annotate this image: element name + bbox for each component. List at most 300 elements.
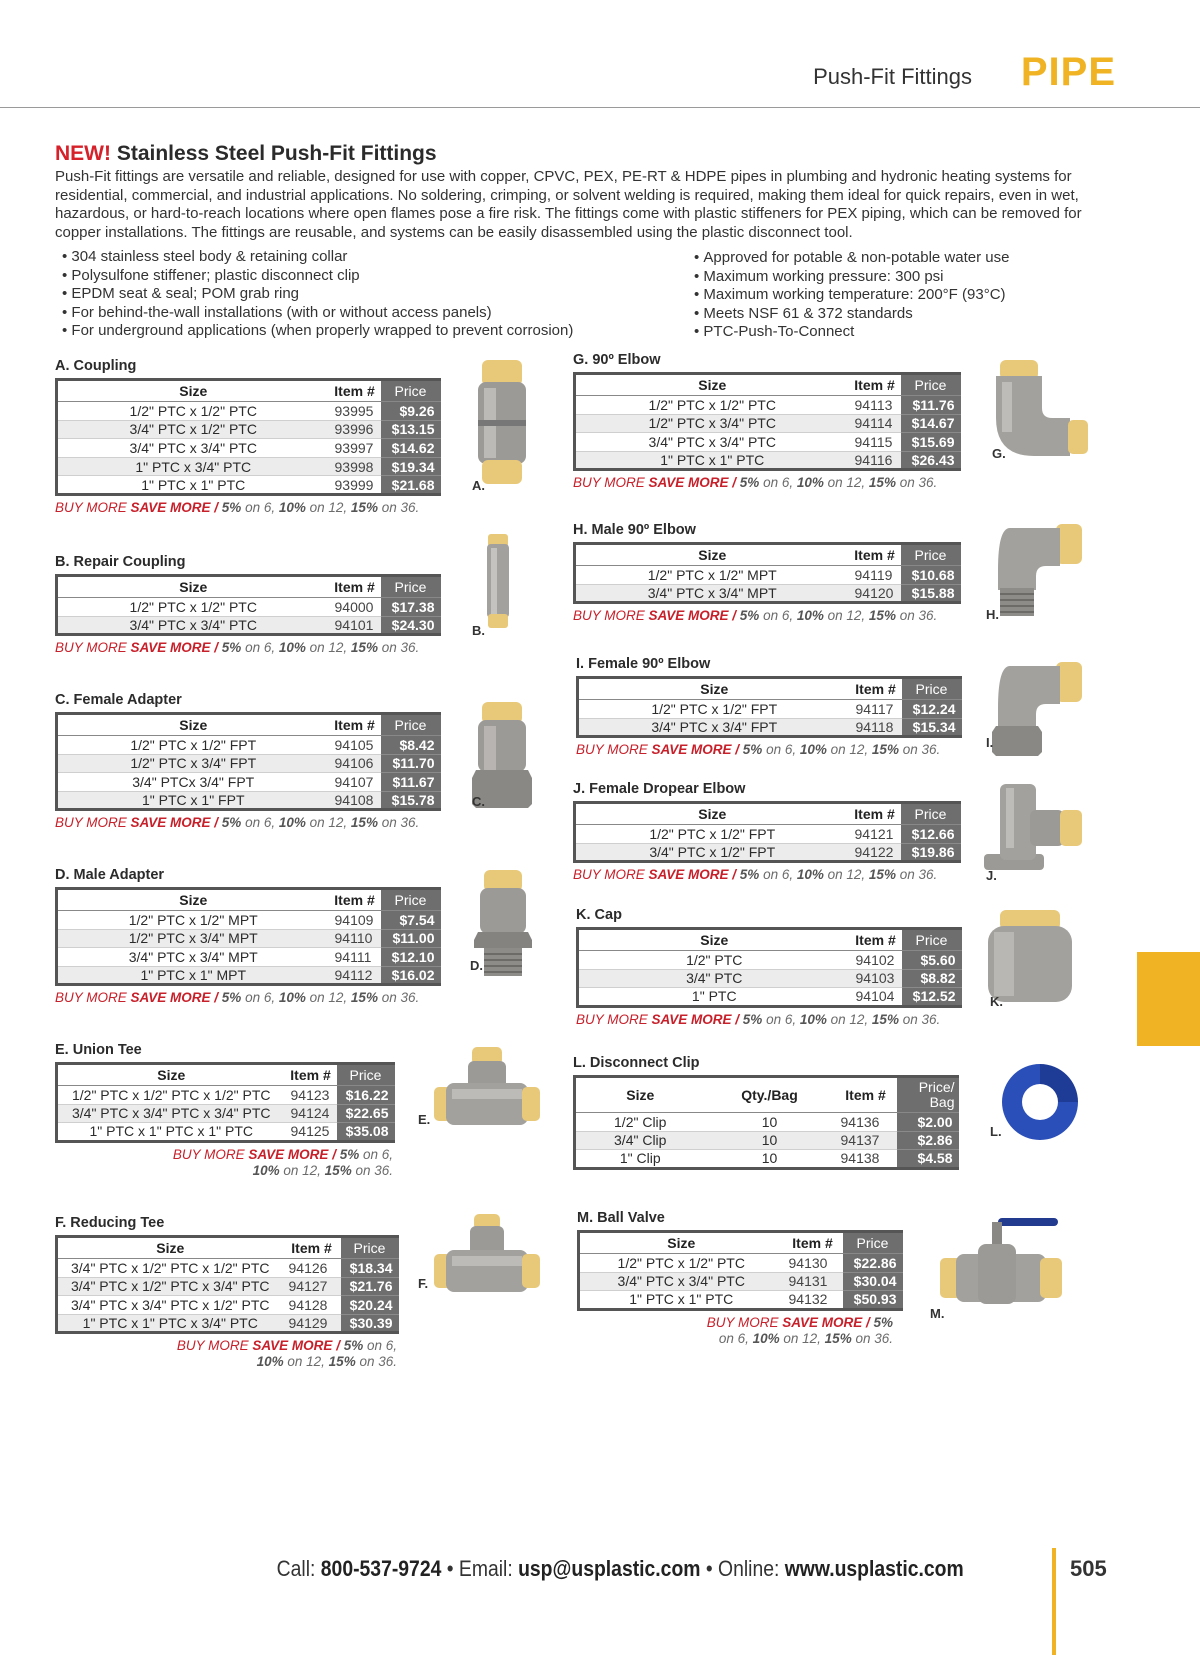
column-header: Size <box>575 1077 705 1113</box>
buy-more-note <box>55 815 455 831</box>
discount-5: 5% <box>343 1338 364 1354</box>
qty-36: on 36. <box>351 1162 393 1178</box>
column-header: Size <box>57 889 329 911</box>
price-cell: $13.15 <box>381 420 441 439</box>
discount-15: 15% <box>868 475 896 491</box>
buy-more-text: BUY MORE <box>576 742 652 758</box>
qty-36: on 36. <box>898 1011 941 1027</box>
column-header: Size <box>578 929 850 951</box>
qty-6: on 6, <box>241 499 279 515</box>
page-title <box>55 142 437 166</box>
price-cell: $50.93 <box>843 1291 903 1310</box>
save-more-text: SAVE MORE <box>130 815 211 831</box>
price-cell: $22.86 <box>843 1254 903 1273</box>
size-cell: 1/2" PTC x 1/2" PTC <box>57 402 329 421</box>
price-cell: $20.24 <box>341 1296 399 1315</box>
item-number-cell: 94112 <box>329 966 381 985</box>
table-header-row <box>57 1064 395 1086</box>
column-header: Size <box>575 374 849 396</box>
slash-text: / <box>332 1338 344 1354</box>
size-cell: 1/2" PTC x 3/4" MPT <box>57 929 329 948</box>
feature-item: • Maximum working pressure: 300 psi <box>694 268 1009 287</box>
slash-text: / <box>210 990 222 1006</box>
item-number-cell: 94110 <box>329 929 381 948</box>
price-cell: $30.39 <box>341 1314 399 1333</box>
buy-more-note <box>573 475 983 491</box>
discount-10: 10% <box>799 742 827 758</box>
item-number-cell: 94111 <box>329 948 381 967</box>
photo-label-k: K. <box>990 994 1003 1009</box>
save-more-text: SAVE MORE <box>782 1314 863 1330</box>
item-number-cell: 94126 <box>283 1259 341 1278</box>
size-cell: 3/4" PTC x 3/4" PTC x 3/4" PTC <box>57 1104 285 1123</box>
product-title: M. Ball Valve <box>577 1210 665 1226</box>
discount-10: 10% <box>278 990 306 1006</box>
call-label: Call: <box>276 1556 322 1581</box>
price-cell: $9.26 <box>381 402 441 421</box>
discount-15: 15% <box>350 499 378 515</box>
feature-item: • For underground applications (when properly wrapped to prevent corrosion) <box>62 322 573 341</box>
size-cell: 1/2" PTC x 1/2" MPT <box>575 566 849 585</box>
save-more-text: SAVE MORE <box>651 742 732 758</box>
column-header: Item # <box>285 1064 337 1086</box>
item-number-cell: 93999 <box>329 476 381 495</box>
table-row <box>575 1150 959 1169</box>
photo-label-f: F. <box>418 1276 429 1291</box>
product-title: I. Female 90º Elbow <box>576 656 711 672</box>
table-row <box>579 1272 903 1291</box>
section-tab <box>1137 952 1200 1046</box>
section-title: Push-Fit Fittings <box>813 64 972 89</box>
table-row <box>57 1259 399 1278</box>
price-cell: $19.86 <box>901 843 961 862</box>
save-more-text: SAVE MORE <box>648 475 729 491</box>
discount-5: 5% <box>742 742 763 758</box>
item-number-cell: 94129 <box>283 1314 341 1333</box>
product-title: H. Male 90º Elbow <box>573 522 696 538</box>
90-elbow-photo <box>990 358 1090 458</box>
product-block-repair-coupling <box>55 554 455 656</box>
price-table <box>55 574 441 636</box>
buy-more-text: BUY MORE <box>55 815 131 831</box>
table-row <box>57 1104 395 1123</box>
item-number-cell: 93996 <box>329 420 381 439</box>
discount-5: 5% <box>739 608 760 624</box>
column-header: Price <box>901 374 961 396</box>
item-number-cell: 94119 <box>849 566 901 585</box>
item-number-cell: 94107 <box>329 773 381 792</box>
product-block-cap <box>576 907 986 1028</box>
price-table <box>576 927 962 1008</box>
discount-10: 10% <box>752 1330 780 1346</box>
footer-divider <box>1052 1548 1056 1655</box>
product-title: J. Female Dropear Elbow <box>573 781 746 797</box>
qty-36: on 36. <box>377 990 420 1006</box>
size-cell: 3/4" PTC x 3/4" PTC <box>575 433 849 452</box>
table-row <box>575 566 961 585</box>
column-header: Item # <box>850 678 902 700</box>
buy-more-note <box>576 1012 986 1028</box>
slash-text: / <box>328 1146 340 1162</box>
price-cell: $15.88 <box>901 584 961 603</box>
price-cell: $2.00 <box>897 1113 959 1132</box>
discount-10: 10% <box>252 1162 280 1178</box>
column-header: Item # <box>329 380 381 402</box>
column-header: Price <box>843 1232 903 1254</box>
size-cell: 3/4" PTC x 3/4" PTC <box>579 1272 783 1291</box>
table-row <box>57 791 441 810</box>
column-header: Qty./Bag <box>705 1077 835 1113</box>
product-title: B. Repair Coupling <box>55 554 186 570</box>
qty-12: on 12, <box>305 990 351 1006</box>
discount-5: 5% <box>739 475 760 491</box>
size-cell: 1" PTC x 1" PTC x 1" PTC <box>57 1123 285 1142</box>
table-row <box>575 1113 959 1132</box>
slash-text: / <box>210 640 222 656</box>
table-row <box>57 402 441 421</box>
item-number-cell: 94121 <box>849 825 901 844</box>
price-table <box>55 712 441 811</box>
size-cell: 1" PTC x 1" FPT <box>57 791 329 810</box>
price-cell: $4.58 <box>897 1150 959 1169</box>
size-cell: 1" PTC x 1" PTC x 3/4" PTC <box>57 1314 283 1333</box>
size-cell: 3/4" PTC x 3/4" MPT <box>575 584 849 603</box>
price-cell: $11.67 <box>381 773 441 792</box>
price-cell: $8.82 <box>902 969 962 988</box>
table-row <box>575 1131 959 1150</box>
column-header: Price <box>901 544 961 566</box>
size-cell: 3/4" PTC x 3/4" PTC <box>57 439 329 458</box>
price-table <box>55 1235 399 1334</box>
discount-10: 10% <box>799 1011 827 1027</box>
column-header: Price <box>902 929 962 951</box>
category-title: PIPE <box>1020 50 1116 94</box>
save-more-text: SAVE MORE <box>130 499 211 515</box>
title-text: Stainless Steel Push-Fit Fittings <box>116 142 437 165</box>
qty-36: on 36. <box>895 867 938 883</box>
price-cell: $15.34 <box>902 718 962 737</box>
size-cell: 1/2" Clip <box>575 1113 705 1132</box>
price-cell: $12.10 <box>381 948 441 967</box>
qty-6: on 6, <box>363 1338 397 1354</box>
item-number-cell: 93998 <box>329 457 381 476</box>
slash-text: / <box>731 1011 743 1027</box>
buy-more-text: BUY MORE <box>573 475 649 491</box>
table-row <box>579 1291 903 1310</box>
product-block-male-adapter <box>55 867 455 1006</box>
price-cell: $11.76 <box>901 396 961 415</box>
save-more-text: SAVE MORE <box>252 1338 333 1354</box>
union-tee-photo <box>432 1045 542 1135</box>
size-cell: 1/2" PTC x 1/2" PTC x 1/2" PTC <box>57 1086 285 1105</box>
size-cell: 1/2" PTC x 1/2" PTC <box>579 1254 783 1273</box>
size-cell: 3/4" PTC x 1/2" PTC <box>57 420 329 439</box>
column-header: Size <box>57 576 329 598</box>
item-number-cell: 94127 <box>283 1277 341 1296</box>
buy-more-note <box>55 1338 397 1370</box>
qty-12: on 12, <box>779 1330 825 1346</box>
size-cell: 3/4" PTC x 1/2" FPT <box>575 843 849 862</box>
buy-more-note <box>573 867 983 883</box>
price-cell: $7.54 <box>381 911 441 930</box>
feature-item: • EPDM seat & seal; POM grab ring <box>62 285 573 304</box>
product-title: E. Union Tee <box>55 1042 142 1058</box>
qty-6: on 6, <box>762 742 800 758</box>
qty-36: on 36. <box>851 1330 893 1346</box>
ball-valve-photo <box>938 1210 1063 1305</box>
product-block-ball-valve <box>577 1210 903 1347</box>
item-number-cell: 94114 <box>849 414 901 433</box>
coupling-photo <box>470 358 540 488</box>
qty-6: on 6, <box>759 608 797 624</box>
discount-15: 15% <box>868 608 896 624</box>
table-header-row <box>579 1232 903 1254</box>
table-row <box>578 700 962 719</box>
qty-6: on 6, <box>718 1330 753 1346</box>
price-table <box>577 1230 903 1311</box>
column-header: Item # <box>849 544 901 566</box>
item-number-cell: 94132 <box>783 1291 843 1310</box>
table-row <box>57 736 441 755</box>
size-cell: 1" PTC x 1" PTC <box>575 451 849 470</box>
table-row <box>57 1123 395 1142</box>
new-badge: NEW! <box>55 142 111 165</box>
table-header-row <box>575 544 961 566</box>
qty-6: on 6, <box>762 1011 800 1027</box>
email-address: usp@usplastic.com <box>518 1556 701 1581</box>
table-row <box>57 754 441 773</box>
save-more-text: SAVE MORE <box>648 608 729 624</box>
column-header: Price/ Bag <box>897 1077 959 1113</box>
size-cell: 3/4" Clip <box>575 1131 705 1150</box>
discount-5: 5% <box>221 499 242 515</box>
product-title: A. Coupling <box>55 358 137 374</box>
table-row <box>575 433 961 452</box>
qty-cell: 10 <box>705 1113 835 1132</box>
price-cell: $21.68 <box>381 476 441 495</box>
price-table <box>573 542 961 604</box>
item-number-cell: 94116 <box>849 451 901 470</box>
qty-36: on 36. <box>895 608 938 624</box>
column-header: Item # <box>850 929 902 951</box>
save-more-text: SAVE MORE <box>130 990 211 1006</box>
item-number-cell: 94131 <box>783 1272 843 1291</box>
table-header-row <box>575 374 961 396</box>
column-header: Item # <box>329 714 381 736</box>
buy-more-note <box>55 500 455 516</box>
discount-10: 10% <box>796 867 824 883</box>
table-row <box>575 825 961 844</box>
price-cell: $30.04 <box>843 1272 903 1291</box>
column-header: Size <box>57 380 329 402</box>
item-number-cell: 94136 <box>835 1113 897 1132</box>
price-cell: $22.65 <box>337 1104 395 1123</box>
discount-5: 5% <box>739 867 760 883</box>
price-cell: $35.08 <box>337 1123 395 1142</box>
slash-text: / <box>728 608 740 624</box>
qty-12: on 12, <box>826 742 872 758</box>
qty-36: on 36. <box>377 499 420 515</box>
price-cell: $26.43 <box>901 451 961 470</box>
product-title: L. Disconnect Clip <box>573 1055 700 1071</box>
qty-36: on 36. <box>895 475 938 491</box>
column-header: Price <box>381 714 441 736</box>
photo-label-e: E. <box>418 1112 431 1127</box>
item-number-cell: 94137 <box>835 1131 897 1150</box>
save-more-text: SAVE MORE <box>130 640 211 656</box>
product-block-female-dropear-elbow <box>573 781 983 883</box>
price-table <box>573 801 961 863</box>
male-90-elbow-photo <box>990 520 1090 620</box>
discount-15: 15% <box>871 742 899 758</box>
table-row <box>575 396 961 415</box>
discount-10: 10% <box>278 815 306 831</box>
item-number-cell: 94000 <box>329 598 381 617</box>
table-row <box>579 1254 903 1273</box>
feature-item: • PTC-Push-To-Connect <box>694 323 1009 342</box>
price-table <box>573 1075 959 1170</box>
size-cell: 3/4" PTC x 3/4" FPT <box>578 718 850 737</box>
column-header: Item # <box>849 803 901 825</box>
item-number-cell: 93997 <box>329 439 381 458</box>
qty-12: on 12, <box>279 1162 325 1178</box>
column-header: Size <box>575 544 849 566</box>
table-row <box>57 911 441 930</box>
online-label: • Online: <box>700 1556 786 1581</box>
discount-10: 10% <box>796 475 824 491</box>
discount-5: 5% <box>221 640 242 656</box>
column-header: Price <box>341 1237 399 1259</box>
qty-36: on 36. <box>377 640 420 656</box>
discount-10: 10% <box>256 1354 284 1370</box>
item-number-cell: 94115 <box>849 433 901 452</box>
disconnect-clip-photo <box>990 1060 1090 1140</box>
qty-12: on 12, <box>826 1011 872 1027</box>
item-number-cell: 94106 <box>329 754 381 773</box>
size-cell: 1/2" PTC x 1/2" PTC <box>57 598 329 617</box>
price-table <box>573 372 961 471</box>
slash-text: / <box>728 867 740 883</box>
product-title: G. 90º Elbow <box>573 352 661 368</box>
product-block-coupling <box>55 358 455 516</box>
feature-item: • Polysulfone stiffener; plastic disconnect clip <box>62 267 573 286</box>
item-number-cell: 93995 <box>329 402 381 421</box>
price-cell: $12.52 <box>902 988 962 1007</box>
buy-more-text: BUY MORE <box>176 1338 253 1354</box>
table-row <box>57 929 441 948</box>
size-cell: 3/4" PTC x 1/2" PTC x 3/4" PTC <box>57 1277 283 1296</box>
table-header-row <box>57 714 441 736</box>
size-cell: 3/4" PTC x 3/4" MPT <box>57 948 329 967</box>
product-block-female-90-elbow <box>576 656 986 758</box>
qty-12: on 12, <box>283 1354 329 1370</box>
item-number-cell: 94113 <box>849 396 901 415</box>
qty-36: on 36. <box>377 815 420 831</box>
qty-cell: 10 <box>705 1131 835 1150</box>
table-row <box>575 584 961 603</box>
price-cell: $14.62 <box>381 439 441 458</box>
discount-15: 15% <box>324 1162 352 1178</box>
phone-number: 800-537-9724 <box>321 1556 442 1581</box>
slash-text: / <box>728 475 740 491</box>
product-block-female-adapter <box>55 692 455 831</box>
item-number-cell: 94104 <box>850 988 902 1007</box>
table-header-row <box>57 889 441 911</box>
buy-more-note <box>573 608 983 624</box>
repair-coupling-photo <box>478 532 518 630</box>
product-title: K. Cap <box>576 907 622 923</box>
buy-more-note <box>55 990 455 1006</box>
discount-15: 15% <box>824 1330 852 1346</box>
discount-15: 15% <box>350 815 378 831</box>
product-block-disconnect-clip <box>573 1055 959 1170</box>
size-cell: 1/2" PTC x 1/2" FPT <box>575 825 849 844</box>
discount-5: 5% <box>221 990 242 1006</box>
product-title: D. Male Adapter <box>55 867 165 883</box>
item-number-cell: 94101 <box>329 616 381 635</box>
column-header: Size <box>575 803 849 825</box>
price-cell: $11.00 <box>381 929 441 948</box>
photo-label-c: C. <box>472 794 485 809</box>
column-header: Size <box>57 1237 283 1259</box>
column-header: Item # <box>283 1237 341 1259</box>
qty-12: on 12, <box>305 815 351 831</box>
product-title: F. Reducing Tee <box>55 1215 165 1231</box>
size-cell: 3/4" PTC x 1/2" PTC x 1/2" PTC <box>57 1259 283 1278</box>
price-table <box>55 378 441 496</box>
buy-more-text: BUY MORE <box>706 1314 783 1330</box>
buy-more-text: BUY MORE <box>573 608 649 624</box>
table-row <box>57 1314 399 1333</box>
feature-list-right <box>694 249 1009 342</box>
price-cell: $15.69 <box>901 433 961 452</box>
table-row <box>57 773 441 792</box>
qty-6: on 6, <box>759 475 797 491</box>
qty-36: on 36. <box>355 1354 397 1370</box>
table-row <box>57 1086 395 1105</box>
photo-label-b: B. <box>472 623 485 638</box>
product-block-reducing-tee <box>55 1215 399 1370</box>
buy-more-text: BUY MORE <box>55 990 131 1006</box>
column-header: Item # <box>835 1077 897 1113</box>
table-row <box>578 718 962 737</box>
size-cell: 1/2" PTC x 1/2" FPT <box>57 736 329 755</box>
photo-label-m: M. <box>930 1306 945 1321</box>
discount-15: 15% <box>868 867 896 883</box>
price-cell: $18.34 <box>341 1259 399 1278</box>
discount-5: 5% <box>742 1011 763 1027</box>
price-cell: $2.86 <box>897 1131 959 1150</box>
buy-more-note <box>576 742 986 758</box>
table-header-row <box>57 576 441 598</box>
item-number-cell: 94125 <box>285 1123 337 1142</box>
price-cell: $10.68 <box>901 566 961 585</box>
buy-more-text: BUY MORE <box>576 1011 652 1027</box>
female-dropear-elbow-photo <box>980 780 1090 880</box>
size-cell: 1/2" PTC x 1/2" FPT <box>578 700 850 719</box>
buy-more-note <box>55 640 455 656</box>
discount-15: 15% <box>350 990 378 1006</box>
photo-label-h: H. <box>986 607 999 622</box>
reducing-tee-photo <box>432 1212 542 1302</box>
table-row <box>57 420 441 439</box>
column-header: Item # <box>849 374 901 396</box>
table-row <box>57 948 441 967</box>
item-number-cell: 94118 <box>850 718 902 737</box>
feature-item: • Approved for potable & non-potable water use <box>694 249 1009 268</box>
table-header-row <box>575 803 961 825</box>
column-header: Price <box>337 1064 395 1086</box>
